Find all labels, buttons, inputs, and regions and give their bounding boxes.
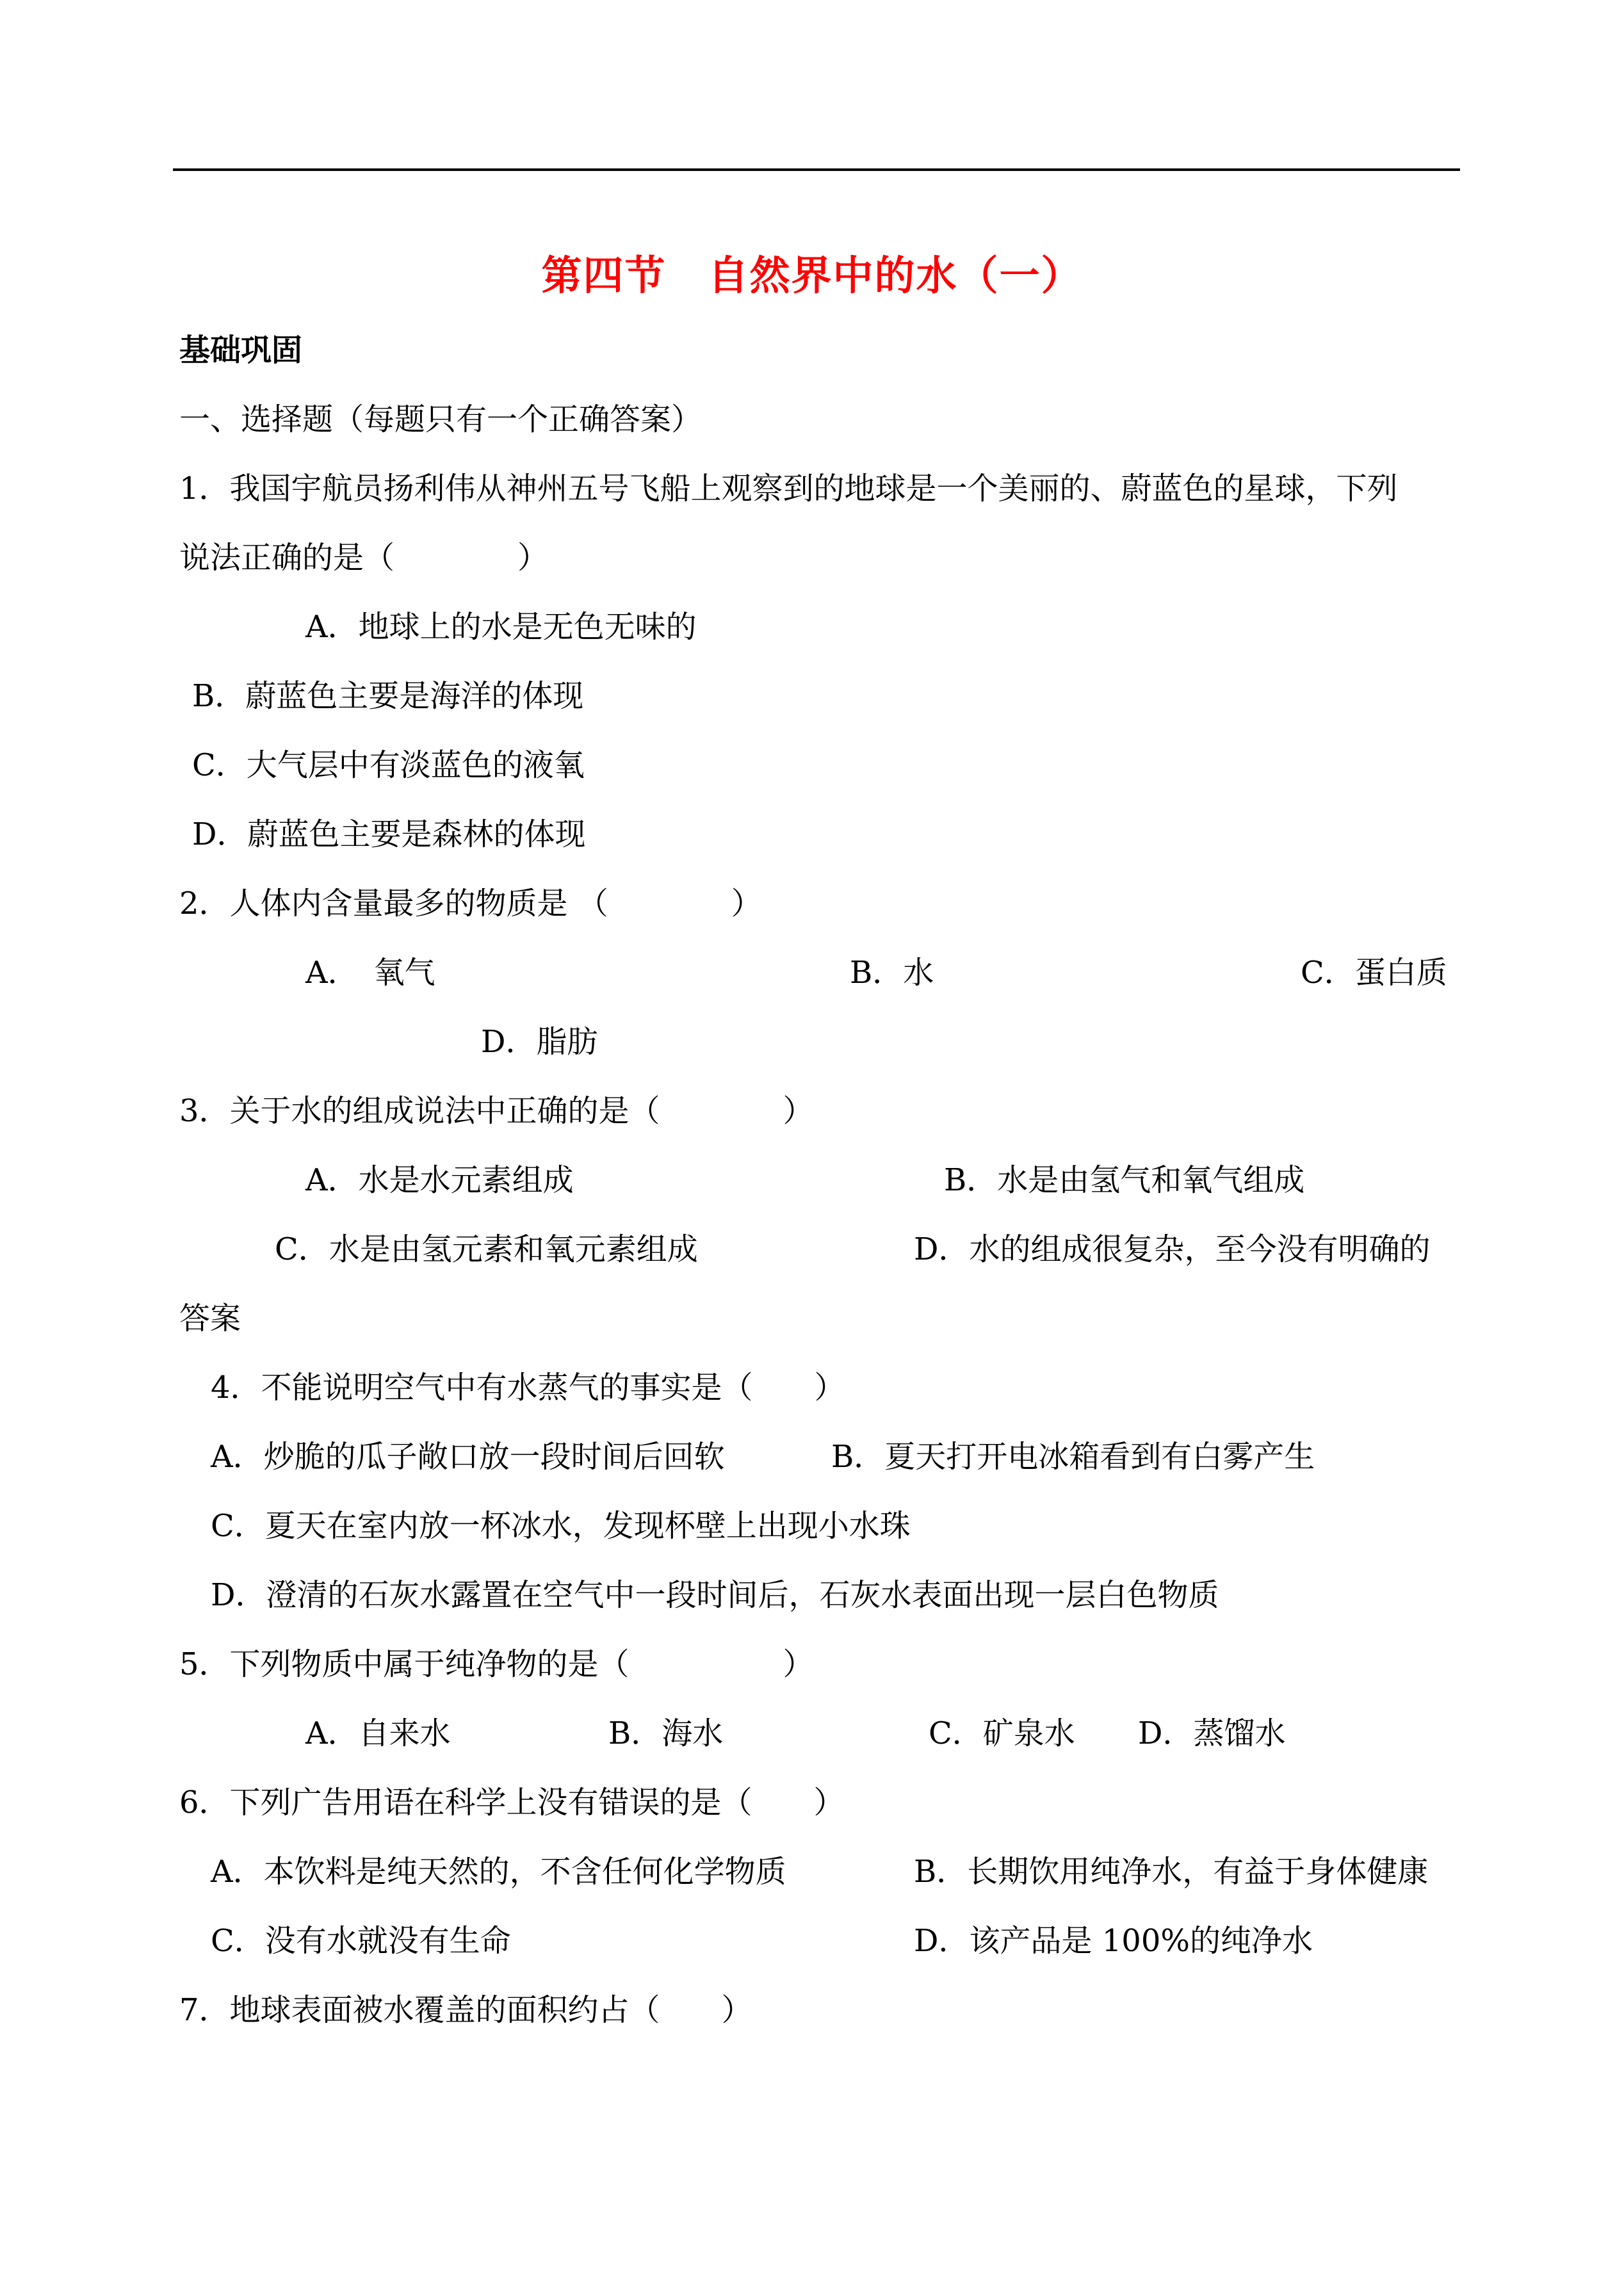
- question-2-stem: 2．人体内含量最多的物质是 （ ）: [179, 886, 762, 921]
- question-4-option-b: B．夏天打开电冰箱看到有白雾产生: [831, 1439, 1315, 1475]
- question-4-option-d: D．澄清的石灰水露置在空气中一段时间后，石灰水表面出现一层白色物质: [211, 1577, 1219, 1613]
- question-1-option-b: B．蔚蓝色主要是海洋的体现: [192, 678, 584, 714]
- question-6-stem: 6．下列广告用语在科学上没有错误的是（ ）: [179, 1785, 845, 1821]
- question-2-option-c: C．蛋白质: [1301, 955, 1447, 991]
- question-2-option-d: D．脂肪: [481, 1024, 598, 1060]
- question-2-option-b: B．水: [850, 955, 934, 991]
- question-5-option-a: A．自来水: [305, 1715, 451, 1751]
- question-4-option-a: A．炒脆的瓜子敞口放一段时间后回软: [211, 1439, 725, 1475]
- question-3-option-c: C．水是由氢元素和氧元素组成: [275, 1231, 698, 1267]
- question-5-option-d: D．蒸馏水: [1138, 1715, 1286, 1751]
- question-1-option-d: D．蔚蓝色主要是森林的体现: [192, 816, 586, 852]
- section-heading: 基础巩固: [179, 332, 303, 368]
- question-1-stem-line1: 1．我国宇航员扬利伟从神州五号飞船上观察到的地球是一个美丽的、蔚蓝色的星球，下列: [179, 471, 1398, 507]
- question-1-stem-line2: 说法正确的是（ ）: [179, 540, 549, 576]
- question-1-option-a: A．地球上的水是无色无味的: [305, 609, 697, 645]
- question-4-stem: 4．不能说明空气中有水蒸气的事实是（ ）: [211, 1370, 845, 1406]
- question-1-option-c: C．大气层中有淡蓝色的液氧: [192, 747, 585, 783]
- question-5-option-c: C．矿泉水: [929, 1715, 1075, 1751]
- question-6-option-b: B．长期饮用纯净水，有益于身体健康: [914, 1854, 1429, 1890]
- question-5-stem: 5．下列物质中属于纯净物的是（ ）: [179, 1646, 814, 1682]
- question-5-option-b: B．海水: [608, 1715, 724, 1751]
- header-rule: [173, 168, 1460, 171]
- question-2-option-a: A． 氧气: [305, 955, 435, 991]
- question-6-option-d: D．该产品是 100%的纯净水: [914, 1923, 1313, 1959]
- question-6-option-c: C．没有水就没有生命: [211, 1923, 511, 1959]
- page-title: 第四节 自然界中的水（一）: [541, 252, 1083, 299]
- question-6-option-a: A．本饮料是纯天然的，不含任何化学物质: [211, 1854, 786, 1890]
- question-3-option-a: A．水是水元素组成: [305, 1162, 574, 1198]
- question-3-option-b: B．水是由氢气和氧气组成: [944, 1162, 1305, 1198]
- section-instruction: 一、选择题（每题只有一个正确答案）: [179, 401, 702, 437]
- question-7-stem: 7．地球表面被水覆盖的面积约占（ ）: [179, 1992, 752, 2028]
- question-4-option-c: C．夏天在室内放一杯冰水，发现杯壁上出现小水珠: [211, 1508, 911, 1544]
- question-3-option-d-continued: 答案: [179, 1301, 241, 1336]
- question-3-option-d: D．水的组成很复杂，至今没有明确的: [914, 1231, 1431, 1267]
- question-3-stem: 3．关于水的组成说法中正确的是（ ）: [179, 1093, 814, 1129]
